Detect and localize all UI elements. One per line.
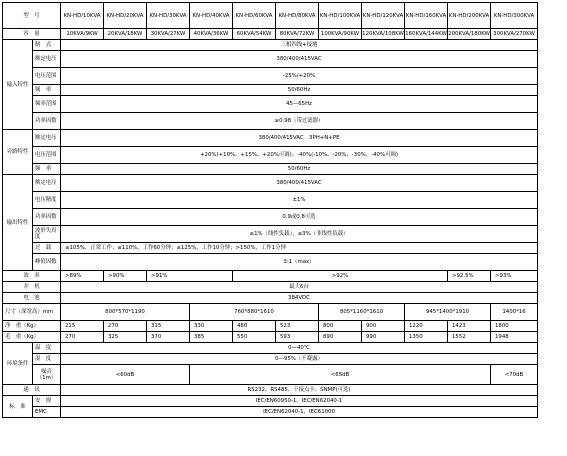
- efficiency-cell: >93%: [491, 271, 538, 282]
- spec-label: 噪音（1m）: [33, 365, 61, 385]
- spec-label: 安 规: [33, 396, 61, 407]
- noise-cell: <65dB: [190, 365, 491, 385]
- comms-row: [3, 385, 538, 396]
- model-cell: KN-HD/80KVA: [276, 3, 319, 29]
- spec-value: 0.9或0.8可选: [61, 209, 538, 226]
- dimensions-cell: 760*880*1610: [190, 304, 319, 321]
- dimensions-row: [3, 304, 538, 321]
- spec-value: ±1%: [61, 192, 538, 209]
- comms-label: 通 讯: [3, 385, 61, 396]
- spec-label: 功率因数: [33, 209, 61, 226]
- weight-cell: 800: [319, 321, 362, 332]
- battery-row: [3, 293, 538, 304]
- model-cell: KN-HD/60KVA: [233, 3, 276, 29]
- capacity-cell: 30KVA/27KW: [147, 29, 190, 40]
- model-cell: KN-HD/300KVA: [491, 3, 538, 29]
- model-cell: KN-HD/10KVA: [61, 3, 104, 29]
- efficiency-cell: >90%: [104, 271, 147, 282]
- weight-cell: 990: [362, 332, 405, 343]
- efficiency-cell: >92%: [233, 271, 448, 282]
- spec-value: IEC/EN62040-1，IEC61000: [61, 407, 538, 418]
- spec-sheet: [2, 2, 538, 418]
- battery-value: 384VDC: [61, 293, 538, 304]
- dimensions-cell: 800*570*1190: [61, 304, 190, 321]
- capacity-cell: 100KVA/90KW: [319, 29, 362, 40]
- weight-cell: 330: [190, 321, 233, 332]
- spec-value: 3:1（max）: [61, 254, 538, 271]
- spec-label: 湿 度: [33, 354, 61, 365]
- spec-label: 电压精度: [33, 192, 61, 209]
- weight-cell: 1948: [491, 332, 538, 343]
- capacity-cell: 20KVA/18KW: [104, 29, 147, 40]
- dimensions-cell: 945*1400*1910: [405, 304, 491, 321]
- environment-section-label: 环境条件: [3, 343, 33, 385]
- efficiency-label: 效 率: [3, 271, 61, 282]
- capacity-cell: 80KVA/72KW: [276, 29, 319, 40]
- weight-cell: 215: [61, 321, 104, 332]
- capacity-label: 容 量: [3, 29, 61, 40]
- weight-cell: 370: [147, 332, 190, 343]
- parallel-value: 最大6台: [61, 282, 538, 293]
- spec-label: 电压范围: [33, 68, 61, 85]
- spec-label: 峰值因数: [33, 254, 61, 271]
- spec-value: +20%(+10%、+15%、+20%可调)；-40%(-10%、-20%、-30%、-40%可调): [61, 147, 538, 164]
- capacity-cell: 60KVA/54KW: [233, 29, 276, 40]
- capacity-cell: 120KVA/108KW: [362, 29, 405, 40]
- capacity-cell: 300KVA/270KW: [491, 29, 538, 40]
- spec-label: 额定电压: [33, 130, 61, 147]
- net-weight-row: [3, 321, 538, 332]
- model-cell: KN-HD/160KVA: [405, 3, 448, 29]
- bypass-section-label: 旁路特性: [3, 130, 33, 175]
- output-section-label: 输出特性: [3, 175, 33, 271]
- weight-cell: 325: [104, 332, 147, 343]
- spec-value: 三相四线+接地: [61, 40, 538, 51]
- weight-cell: 1423: [448, 321, 491, 332]
- gross-weight-label: 毛 重（Kg）: [3, 332, 61, 343]
- weight-cell: 523: [276, 321, 319, 332]
- noise-cell: <60dB: [61, 365, 190, 385]
- input-section-label: 输入特性: [3, 40, 33, 130]
- spec-value: ≤105%，正常工作；≤110%，工作60分钟；≤125%，工作10分钟；>150%，工作1分钟: [61, 243, 538, 254]
- weight-cell: 270: [104, 321, 147, 332]
- spec-label: 波形失真度: [33, 226, 61, 243]
- efficiency-cell: >91%: [147, 271, 233, 282]
- spec-label: 制 式: [33, 40, 61, 51]
- spec-label: 过 载: [33, 243, 61, 254]
- spec-label: 频 率: [33, 85, 61, 96]
- noise-cell: <70dB: [491, 365, 538, 385]
- capacity-cell: 10KVA/9KW: [61, 29, 104, 40]
- efficiency-cell: >92.5%: [448, 271, 491, 282]
- spec-label: 电压范围: [33, 147, 61, 164]
- weight-cell: 1800: [491, 321, 538, 332]
- spec-value: 380/400/415VAC: [61, 175, 538, 192]
- dimensions-cell: 1400*16: [491, 304, 538, 321]
- spec-label: 额定电压: [33, 175, 61, 192]
- model-cell: KN-HD/30KVA: [147, 3, 190, 29]
- comms-value: RS232、RS485、干接点卡、SNMP(可选): [61, 385, 538, 396]
- weight-cell: 900: [362, 321, 405, 332]
- capacity-row: [3, 29, 538, 40]
- weight-cell: 270: [61, 332, 104, 343]
- weight-cell: 890: [319, 332, 362, 343]
- spec-value: IEC/EN60950-1，IEC/EN62040-1: [61, 396, 538, 407]
- parallel-row: [3, 282, 538, 293]
- spec-label: 频率范围: [33, 96, 61, 113]
- model-cell: KN-HD/200KVA: [448, 3, 491, 29]
- spec-value: 380/400/415VAC 3PH+N+PE: [61, 130, 538, 147]
- spec-table: [2, 2, 538, 418]
- capacity-cell: 160KVA/144KW: [405, 29, 448, 40]
- weight-cell: 1350: [405, 332, 448, 343]
- parallel-label: 并 机: [3, 282, 61, 293]
- weight-cell: 550: [233, 332, 276, 343]
- efficiency-row: [3, 271, 538, 282]
- spec-label: 温 度: [33, 343, 61, 354]
- net-weight-label: 净 重（Kg）: [3, 321, 61, 332]
- spec-value: 0—95%（不凝露）: [61, 354, 538, 365]
- spec-value: 380/400/415VAC: [61, 51, 538, 68]
- weight-cell: 480: [233, 321, 276, 332]
- spec-value: 0—40℃: [61, 343, 538, 354]
- model-cell: KN-HD/40KVA: [190, 3, 233, 29]
- dimensions-cell: 805*1160*1610: [319, 304, 405, 321]
- spec-value: ≤1%（线性负载），≤3%（非线性负载）: [61, 226, 538, 243]
- spec-value: 50/60Hz: [61, 85, 538, 96]
- spec-label: 功率因数: [33, 113, 61, 130]
- spec-label: 频 率: [33, 164, 61, 175]
- model-cell: KN-HD/120KVA: [362, 3, 405, 29]
- spec-value: -25%/+20%: [61, 68, 538, 85]
- weight-cell: 1220: [405, 321, 448, 332]
- weight-cell: 593: [276, 332, 319, 343]
- weight-cell: 385: [190, 332, 233, 343]
- model-row: [3, 3, 538, 29]
- battery-label: 电 池: [3, 293, 61, 304]
- weight-cell: 315: [147, 321, 190, 332]
- capacity-cell: 40KVA/36KW: [190, 29, 233, 40]
- gross-weight-row: [3, 332, 538, 343]
- model-cell: KN-HD/20KVA: [104, 3, 147, 29]
- efficiency-cell: >89%: [61, 271, 104, 282]
- model-cell: KN-HD/100KVA: [319, 3, 362, 29]
- model-label: 型 号: [3, 3, 61, 29]
- weight-cell: 1552: [448, 332, 491, 343]
- spec-label: 额定电压: [33, 51, 61, 68]
- spec-label: EMC: [33, 407, 61, 418]
- standards-section-label: 标 准: [3, 396, 33, 418]
- spec-value: ≥0.98（带过滤器）: [61, 113, 538, 130]
- spec-value: 50/60Hz: [61, 164, 538, 175]
- spec-value: 45—65Hz: [61, 96, 538, 113]
- capacity-cell: 200KVA/180KW: [448, 29, 491, 40]
- dimensions-label: 尺寸（深宽高）mm: [3, 304, 61, 321]
